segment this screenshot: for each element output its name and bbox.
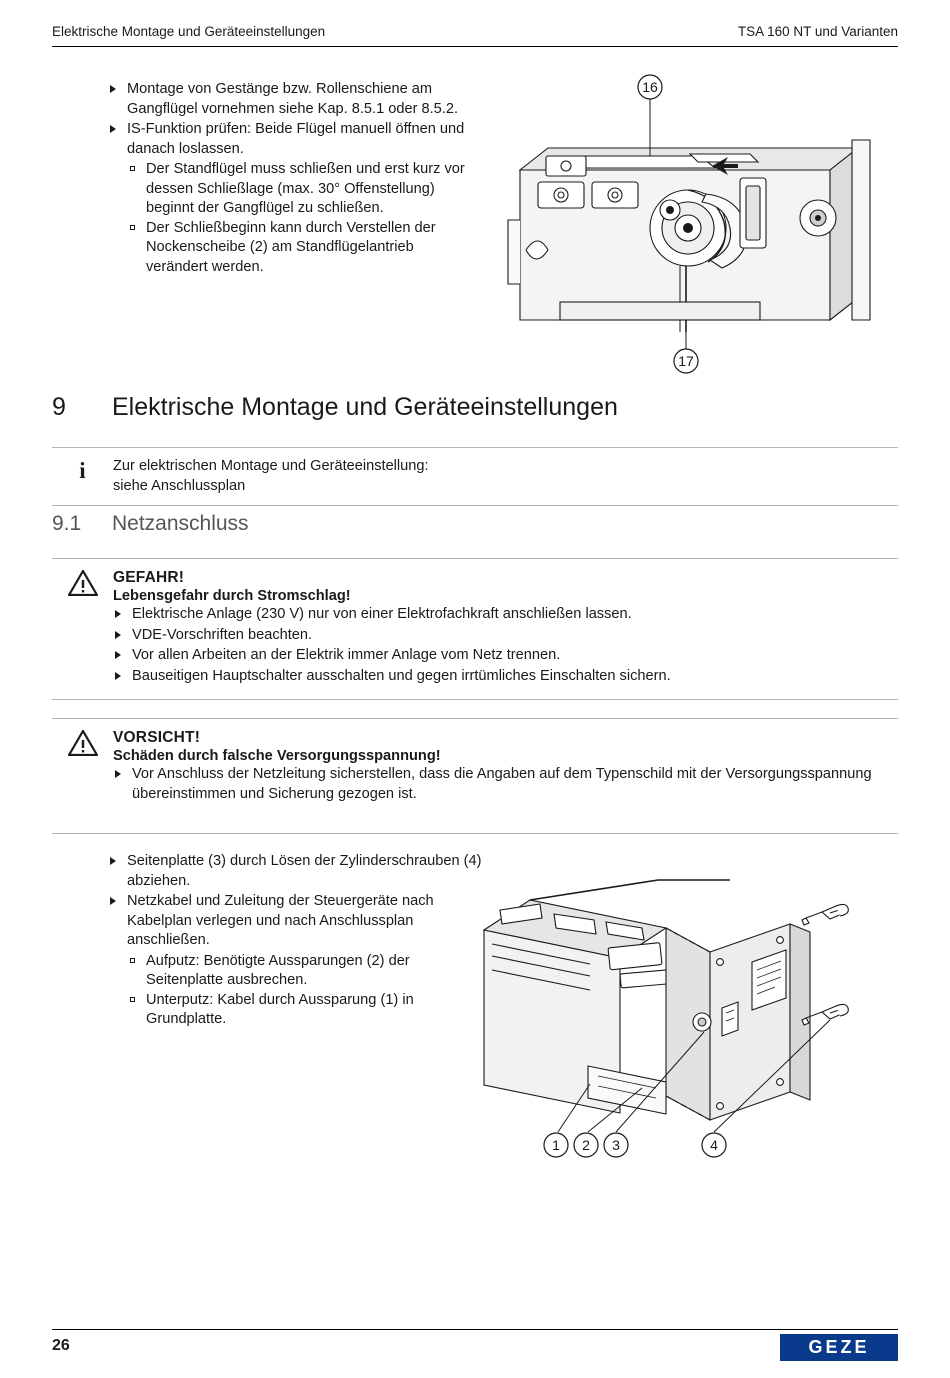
subchapter-title: Netzanschluss (112, 512, 249, 535)
warning-consequence: Lebensgefahr durch Stromschlag! (113, 588, 351, 604)
warning-bottom-divider (52, 699, 898, 700)
note-bottom-divider (52, 505, 898, 506)
chapter-heading (52, 393, 898, 422)
warning-danger (52, 558, 898, 700)
warning-body (113, 569, 898, 687)
warning-caution (52, 718, 898, 817)
callout-label: 2 (582, 1137, 590, 1153)
note-line-2: siehe Anschlussplan (113, 477, 246, 494)
warning-level: VORSICHT! (113, 729, 201, 746)
header-right-text: TSA 160 NT und Varianten (737, 24, 898, 39)
triangle-bullet-icon (115, 672, 121, 680)
callout-1 (544, 1133, 568, 1157)
list-item-text: Netzkabel und Zuleitung der Steuergeräte nach Kabelplan verlegen und nach Anschlussplan anschließen. (127, 893, 434, 948)
top-sub-list (127, 160, 478, 277)
triangle-bullet-icon (115, 651, 121, 659)
list-item-text: Montage von Gestänge bzw. Rollenschiene am Gangflügel vornehmen siehe Kap. 8.5.1 oder 8.5.2. (127, 81, 459, 117)
note-text (113, 457, 429, 496)
list-item (113, 667, 898, 687)
list-item (113, 605, 898, 625)
callout-16 (638, 75, 662, 156)
list-item (108, 892, 483, 951)
triangle-bullet-icon (110, 125, 116, 133)
list-item (113, 765, 898, 804)
callout-17 (674, 332, 698, 373)
callout-2 (574, 1133, 598, 1157)
page-number: 26 (52, 1337, 70, 1354)
list-item-text: Der Standflügel muss schließen und erst kurz vor dessen Schließlage (max. 30° Offenstellung) beginnt der Gangflügel zu schließen. (146, 161, 465, 216)
header-divider (52, 46, 898, 47)
list-item (108, 80, 478, 119)
triangle-bullet-icon (110, 897, 116, 905)
list-item-text: Vor Anschluss der Netzleitung sicherstellen, dass die Angaben auf dem Typenschild mit der Versorgungsspannung übereinstimmen und Sicherung gezogen ist. (132, 766, 872, 802)
triangle-bullet-icon (115, 610, 121, 618)
callout-3 (604, 1133, 628, 1157)
lower-sub-list (127, 952, 483, 1030)
warning-triangle-icon-svg (68, 570, 98, 596)
triangle-bullet-icon (115, 770, 121, 778)
warning-body (113, 729, 898, 805)
header-left-text: Elektrische Montage und Geräteeinstellungen (52, 24, 326, 39)
warning-triangle-icon (52, 569, 113, 687)
geze-logo-text: GEZE (808, 1337, 870, 1357)
list-item (108, 852, 483, 891)
lower-bullet-list (108, 852, 483, 951)
info-note (52, 447, 898, 506)
footer-divider (52, 1329, 898, 1330)
lower-instruction-block (108, 852, 483, 1030)
figure-side-plate (470, 870, 900, 1170)
list-item-text: Vor allen Arbeiten an der Elektrik immer Anlage vom Netz trennen. (132, 647, 561, 663)
lower-section-divider (52, 833, 898, 834)
list-item-text: Der Schließbeginn kann durch Verstellen der Nockenscheibe (2) am Standflügelantrieb verändert werden. (146, 219, 436, 275)
list-item-text: Bauseitigen Hauptschalter ausschalten und gegen irrtümliches Einschalten sichern. (132, 667, 671, 684)
triangle-bullet-icon (110, 85, 116, 93)
callout-label: 4 (710, 1137, 718, 1153)
geze-logo (780, 1334, 898, 1361)
square-bullet-icon (130, 166, 135, 171)
top-instruction-block (108, 80, 478, 277)
list-item (127, 952, 483, 991)
figure-side-plate-svg (470, 870, 900, 1170)
list-item (127, 991, 483, 1030)
square-bullet-icon (130, 958, 135, 963)
figure-drive-mechanism (500, 70, 900, 380)
warning-level: GEFAHR! (113, 569, 185, 586)
list-item-text: Elektrische Anlage (230 V) nur von einer Elektrofachkraft anschließen lassen. (132, 606, 632, 622)
callout-label: 17 (678, 353, 694, 369)
triangle-bullet-icon (110, 857, 116, 865)
callout-4 (702, 1133, 726, 1157)
list-item (108, 120, 478, 159)
triangle-bullet-icon (115, 631, 121, 639)
warning-measure-list (113, 605, 898, 686)
callout-label: 16 (642, 79, 658, 95)
list-item-text: Seitenplatte (3) durch Lösen der Zylinderschrauben (4) abziehen. (127, 853, 482, 889)
list-item-text: Unterputz: Kabel durch Aussparung (1) in Grundplatte. (146, 991, 414, 1027)
warning-consequence: Schäden durch falsche Versorgungsspannung! (113, 748, 441, 764)
list-item (113, 626, 898, 646)
square-bullet-icon (130, 225, 135, 230)
callout-label: 1 (552, 1137, 560, 1153)
chapter-title: Elektrische Montage und Geräteeinstellungen (112, 393, 618, 421)
info-icon (52, 457, 113, 496)
subchapter-heading (52, 512, 898, 536)
list-item (127, 219, 478, 278)
page-header (52, 24, 898, 39)
info-icon-glyph: i (79, 458, 86, 483)
callout-label: 3 (612, 1137, 620, 1153)
subchapter-number: 9.1 (52, 512, 82, 535)
note-line-1: Zur elektrischen Montage und Geräteeinstellung: (113, 458, 429, 474)
chapter-number: 9 (52, 393, 66, 421)
top-bullet-list (108, 80, 478, 159)
figure-drive-mechanism-svg (500, 70, 900, 380)
warning-measure-list (113, 765, 898, 804)
warning-triangle-icon-svg (68, 730, 98, 756)
warning-triangle-icon (52, 729, 113, 805)
list-item-text: Aufputz: Benötigte Aussparungen (2) der Seitenplatte ausbrechen. (146, 952, 410, 988)
list-item (113, 646, 898, 666)
list-item-text: VDE-Vorschriften beachten. (132, 626, 313, 643)
list-item-text: IS-Funktion prüfen: Beide Flügel manuell öffnen und danach loslassen. (127, 121, 465, 157)
square-bullet-icon (130, 997, 135, 1002)
list-item (127, 160, 478, 219)
